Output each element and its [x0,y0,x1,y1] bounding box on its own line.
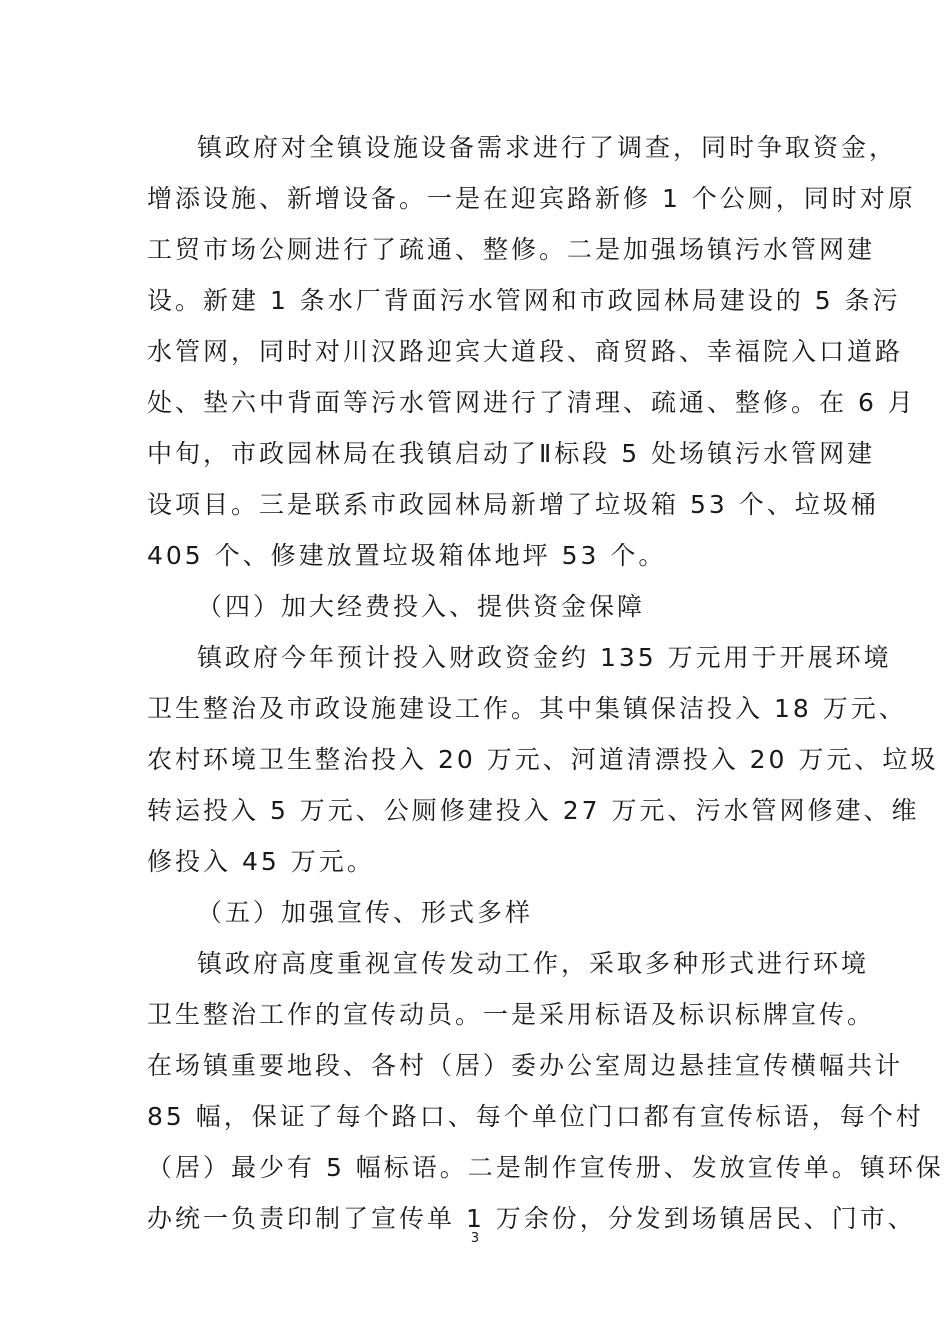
text-line: 405 个、修建放置垃圾箱体地坪 53 个。 [147,541,667,570]
text-line: 水管网，同时对川汉路迎宾大道段、商贸路、幸福院入口道路 [147,337,904,366]
text-line: 农村环境卫生整治投入 20 万元、河道清漂投入 20 万元、垃圾 [147,745,939,774]
text-line: 办统一负责印制了宣传单 1 万余份，分发到场镇居民、门市、 [147,1204,916,1233]
text-line: 在场镇重要地段、各村（居）委办公室周边悬挂宣传横幅共计 [147,1051,904,1080]
paragraph-publicity [147,938,944,1244]
text-line: 镇政府对全镇设施设备需求进行了调查，同时争取资金， [197,133,898,162]
text-line: 85 幅，保证了每个路口、每个单位门口都有宣传标语，每个村 [147,1102,924,1131]
text-line: 镇政府高度重视宣传发动工作，采取多种形式进行环境 [197,949,870,978]
page-number: 3 [470,1231,480,1246]
paragraph-funding [147,632,939,887]
text-line: 中旬，市政园林局在我镇启动了Ⅱ标段 5 处场镇污水管网建 [147,439,876,468]
text-line: 工贸市场公厕进行了疏通、整修。二是加强场镇污水管网建 [147,235,876,264]
text-line: 修投入 45 万元。 [147,847,375,876]
text-line: （居）最少有 5 幅标语。二是制作宣传册、发放宣传单。镇环保 [147,1153,944,1182]
paragraph-facilities [147,122,916,581]
section-heading-funding: （四）加大经费投入、提供资金保障 [197,592,646,621]
text-line: 转运投入 5 万元、公厕修建投入 27 万元、污水管网修建、维 [147,796,920,825]
section-heading-publicity: （五）加强宣传、形式多样 [197,898,534,927]
document-body [147,122,944,1244]
text-line: 处、垫六中背面等污水管网进行了清理、疏通、整修。在 6 月 [147,388,916,417]
text-line: 设。新建 1 条水厂背面污水管网和市政园林局建设的 5 条污 [147,286,901,315]
text-line: 卫生整治及市政设施建设工作。其中集镇保洁投入 18 万元、 [147,694,907,723]
text-line: 卫生整治工作的宣传动员。一是采用标语及标识标牌宣传。 [147,1000,876,1029]
text-line: 增添设施、新增设备。一是在迎宾路新修 1 个公厕，同时对原 [147,184,916,213]
text-line: 设项目。三是联系市政园林局新增了垃圾箱 53 个、垃圾桶 [147,490,879,519]
text-line: 镇政府今年预计投入财政资金约 135 万元用于开展环境 [197,643,892,672]
